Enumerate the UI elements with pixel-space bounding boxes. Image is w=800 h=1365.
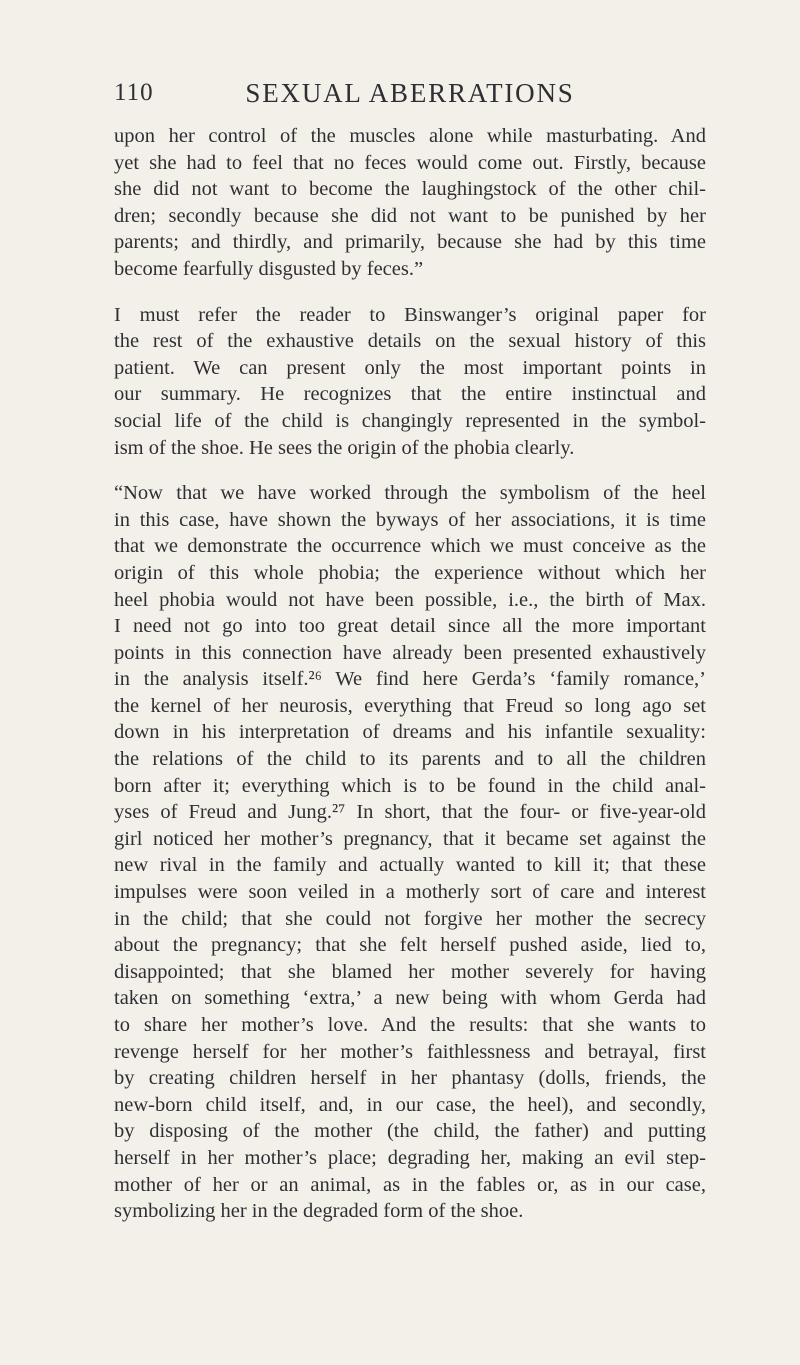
text-line: the kernel of her neurosis, everything that Freud so long ago set <box>114 694 706 717</box>
text-line: the relations of the child to its parents and to all the children <box>114 748 706 771</box>
text-line: to share her mother’s love. And the results: that she wants to <box>114 1014 706 1036</box>
text-line: new-born child itself, and, in our case, the heel), and secondly, <box>114 1093 706 1116</box>
text-line: the rest of the exhaustive details on the sexual history of this <box>114 330 706 353</box>
text-line: girl noticed her mother’s pregnancy, that it became set against the <box>114 827 706 850</box>
text-line: origin of this whole phobia; the experience without which her <box>114 561 706 584</box>
text-line: that we demonstrate the occurrence which we must conceive as the <box>114 535 706 558</box>
text-line: parents; and thirdly, and primarily, because she had by this time <box>114 231 706 254</box>
text-line: I need not go into too great detail since all the more important <box>114 615 706 638</box>
text-line: taken on something ‘extra,’ a new being with whom Gerda had <box>114 987 706 1010</box>
paragraph <box>114 123 706 283</box>
text-line: by disposing of the mother (the child, the father) and putting <box>114 1120 706 1143</box>
text-line: revenge herself for her mother’s faithlessness and betrayal, first <box>114 1040 706 1063</box>
text-line: dren; secondly because she did not want to be punished by her <box>114 204 706 227</box>
text-line: disappointed; that she blamed her mother severely for having <box>114 960 706 983</box>
page-number: 110 <box>114 79 154 106</box>
text-line: in the child; that she could not forgive her mother the secrecy <box>114 907 706 930</box>
text-line: symbolizing her in the degraded form of the shoe. <box>114 1200 524 1223</box>
paragraph <box>114 480 706 1225</box>
text-line: new rival in the family and actually wanted to kill it; that these <box>114 854 706 877</box>
text-line: down in his interpretation of dreams and his infantile sexuality: <box>114 721 706 744</box>
running-title: SEXUAL ABERRATIONS <box>245 78 575 108</box>
text-line: “Now that we have worked through the symbolism of the heel <box>114 482 706 505</box>
running-head <box>114 76 706 110</box>
text-line: upon her control of the muscles alone while masturbating. And <box>114 125 706 147</box>
text-line: our summary. He recognizes that the entire instinctual and <box>114 383 706 406</box>
text-line: she did not want to become the laughingstock of the other chil- <box>114 178 706 201</box>
text-line: patient. We can present only the most important points in <box>114 356 706 379</box>
text-line: heel phobia would not have been possible, i.e., the birth of Max. <box>114 588 706 611</box>
text-line: about the pregnancy; that she felt herself pushed aside, lied to, <box>114 934 706 957</box>
text-line: I must refer the reader to Binswanger’s original paper for <box>114 303 706 326</box>
body-text <box>114 123 706 1225</box>
text-line: social life of the child is changingly represented in the symbol- <box>114 409 706 432</box>
text-line: ism of the shoe. He sees the origin of the phobia clearly. <box>114 436 575 459</box>
text-line: yses of Freud and Jung.²⁷ In short, that the four- or five-year-old <box>114 801 706 824</box>
text-line: yet she had to feel that no feces would come out. Firstly, because <box>114 151 706 174</box>
text-line: mother of her or an animal, as in the fables or, as in our case, <box>114 1173 706 1196</box>
text-line: herself in her mother’s place; degrading her, making an evil step- <box>114 1146 706 1169</box>
text-line: born after it; everything which is to be found in the child anal- <box>114 774 706 797</box>
text-line: impulses were soon veiled in a motherly sort of care and interest <box>114 881 706 904</box>
text-line: points in this connection have already been presented exhaustively <box>114 641 706 664</box>
text-line: in this case, have shown the byways of her associations, it is time <box>114 508 706 531</box>
paragraph <box>114 302 706 462</box>
text-line: by creating children herself in her phantasy (dolls, friends, the <box>114 1067 706 1090</box>
text-line: become fearfully disgusted by feces.” <box>114 257 424 280</box>
text-line: in the analysis itself.²⁶ We find here Gerda’s ‘family romance,’ <box>114 668 706 691</box>
